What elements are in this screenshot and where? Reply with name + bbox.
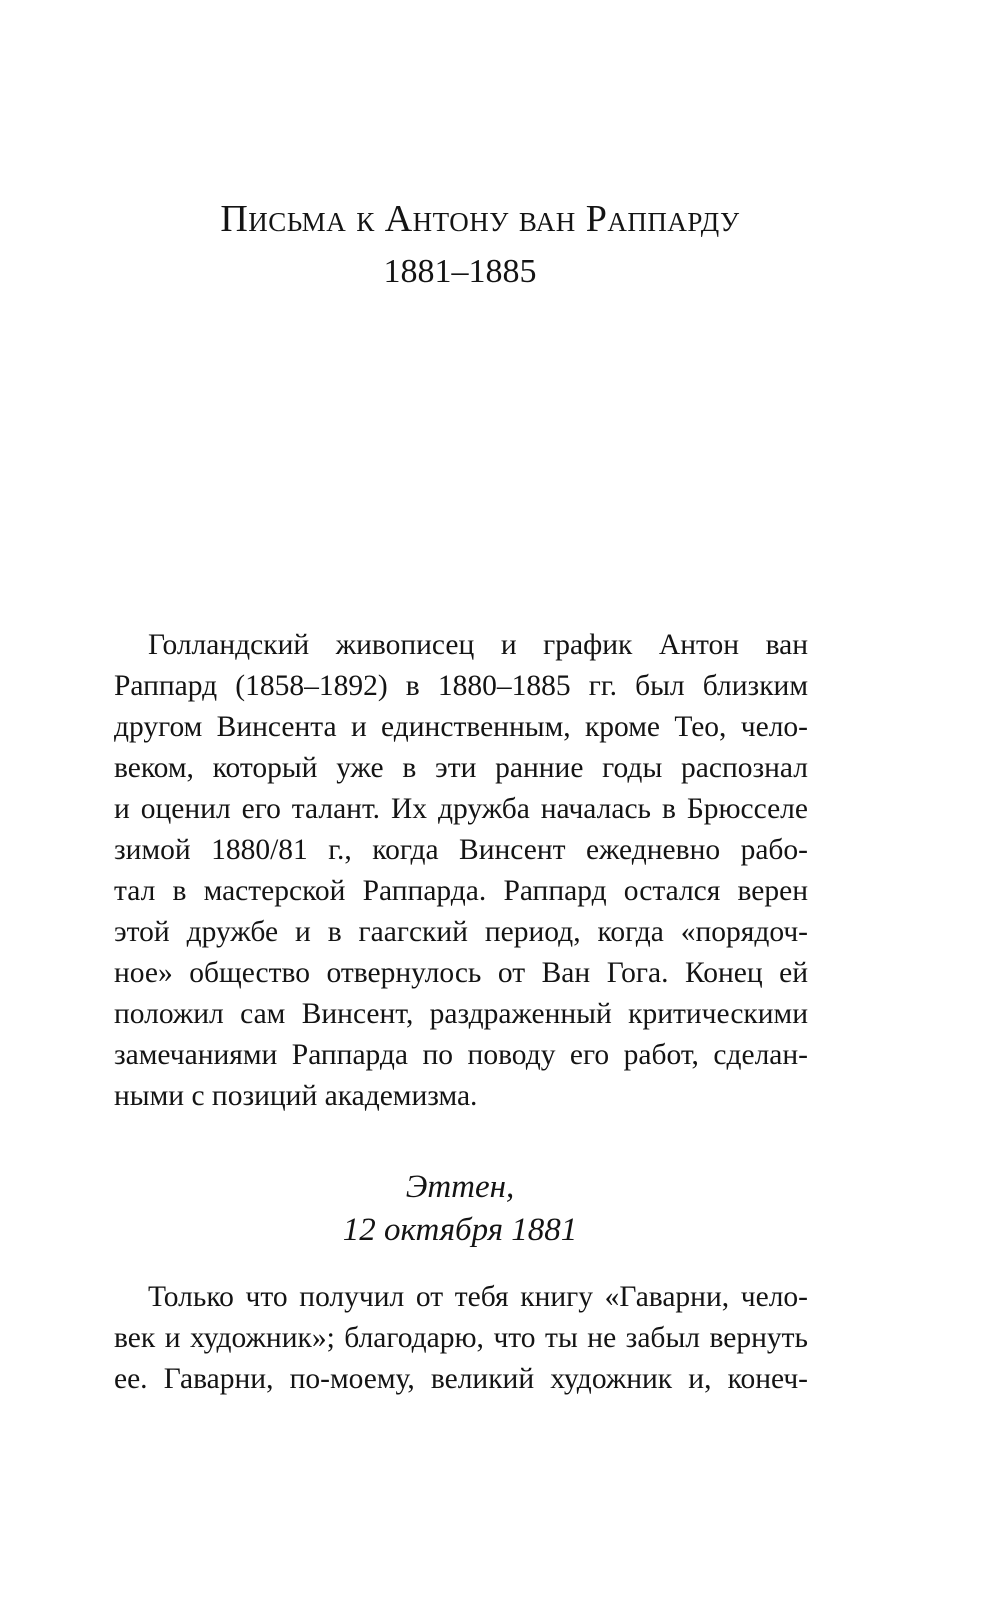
intro-line: другом Винсента и единственным, кроме Тео, чело- [114, 711, 808, 743]
intro-line: зимой 1880/81 г., когда Винсент ежедневно рабо- [114, 834, 808, 866]
letter-line: век и художник»; благодарю, что ты не забыл вернуть [114, 1322, 808, 1354]
intro-line: тал в мастерской Раппарда. Раппард остался верен [114, 875, 808, 907]
letter-line: Только что получил от тебя книгу «Гаварни, чело- [148, 1281, 808, 1313]
intro-paragraph [114, 625, 808, 1117]
intro-line: ное» общество отвернулось от Ван Гога. Конец ей [114, 957, 808, 989]
intro-line: положил сам Винсент, раздраженный критическими [114, 998, 808, 1030]
letter-line: ее. Гаварни, по-моему, великий художник и, конеч- [114, 1363, 808, 1395]
intro-line: замечаниями Раппарда по поводу его работ, сделан- [114, 1039, 808, 1071]
intro-line: Голландский живописец и график Антон ван [148, 629, 808, 661]
letter-place: Эттен, [405, 1169, 515, 1205]
intro-line: и оценил его талант. Их дружба началась в Брюсселе [114, 793, 808, 825]
letter-date: 12 октября 1881 [342, 1212, 578, 1248]
intro-line: ными с позиций академизма. [114, 1080, 478, 1112]
intro-line: Раппард (1858–1892) в 1880–1885 гг. был близким [114, 670, 808, 702]
intro-line: этой дружбе и в гаагский период, когда «порядоч- [114, 916, 808, 948]
letter-body [114, 1277, 808, 1400]
chapter-years: 1881–1885 [383, 253, 537, 290]
chapter-title: Письма к Антону ван Раппарду [220, 198, 740, 240]
intro-line: веком, который уже в эти ранние годы распознал [114, 752, 808, 784]
